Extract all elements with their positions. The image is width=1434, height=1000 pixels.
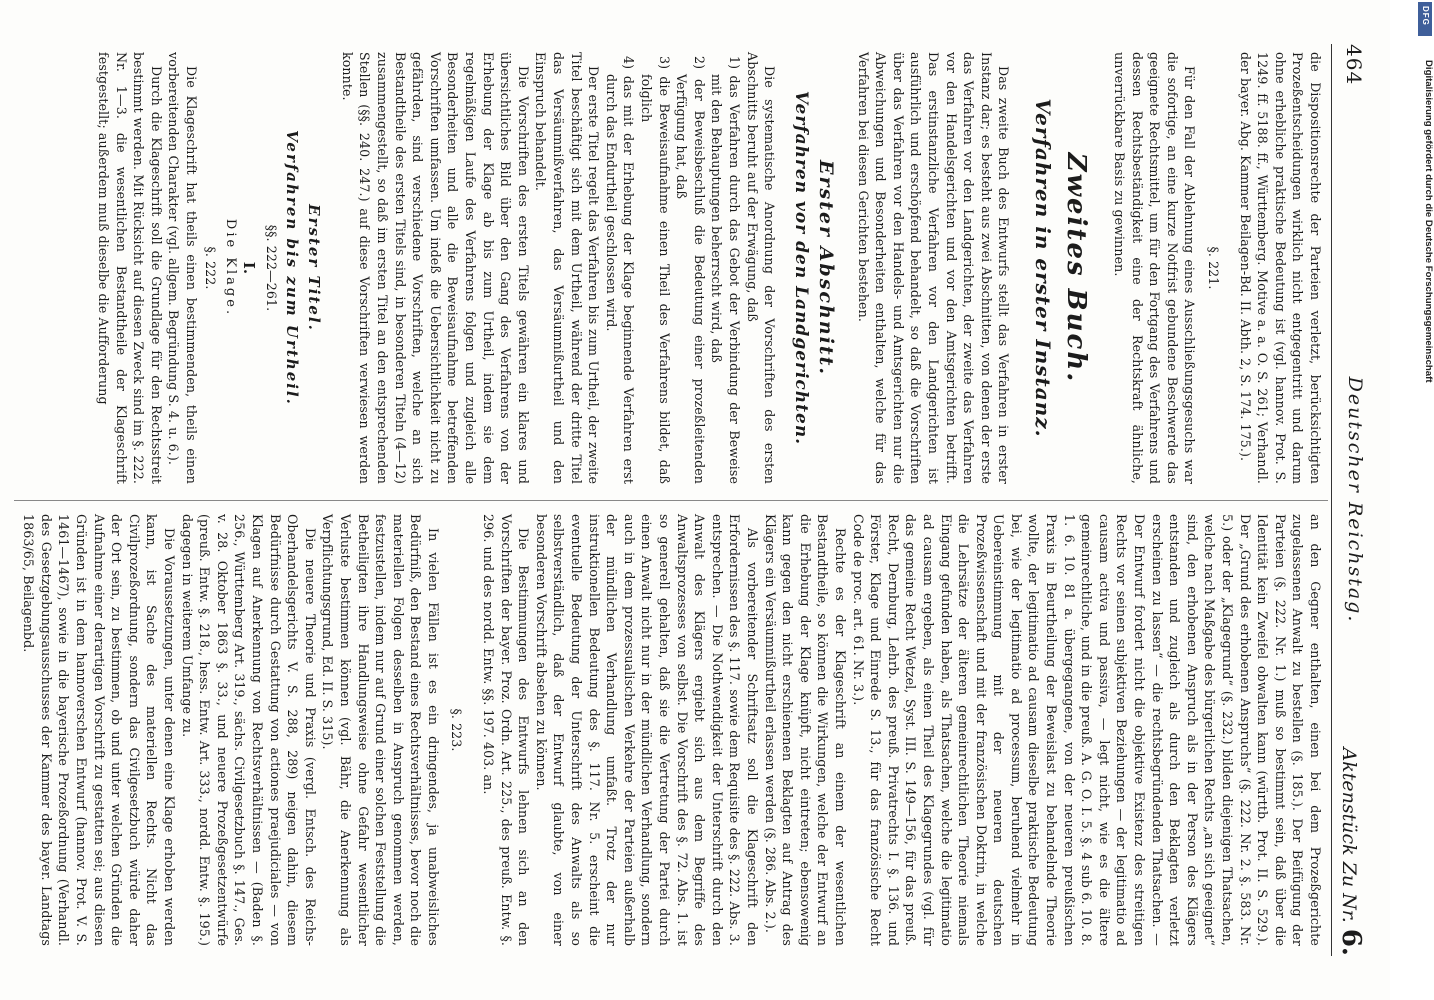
paragraph: Die Vorschriften des ersten Titels gewähren ein klares und übersichtliches Bild über den Gang des Verfahrens von der Erhebung der Klage ab bis zum Urtheil, indem sie dem regelmäßigen Laufe des Verfahrens folgen und zugleich alle Besonderheiten und alle die Beweisaufnahme betreffenden Vorschriften umfassen. Um indeß die Uebersichtlichkeit nicht zu gefährden, sind verschiedene Vorschriften, welche an sich Bestandtheile des ersten Titels sind, in besonderen Titeln (4—12) zusammengestellt, so daß im ersten Titel an den entsprechenden Stellen (§§. 240. 247.) auf diese Vorschriften verwiesen werden konnte.: [339, 52, 531, 484]
paragraph: Die systematische Anordnung der Vorschriften des ersten Abschnitts beruht auf der Erwägung, daß: [744, 52, 778, 484]
list-item: 3) die Beweisaufnahme einen Theil des Verfahrens bildet, daß folglich: [638, 56, 672, 484]
book-subtitle: Verfahren in erster Instanz.: [1031, 98, 1056, 438]
section-subtitle: Verfahren vor den Landgerichten.: [791, 90, 812, 446]
section-title: Erster Abschnitt.: [815, 160, 838, 376]
section-heading-223: §. 223.: [449, 708, 465, 752]
paragraph: an den Gegner enthalten, einen bei dem Prozeßgerichte zugelassenen Anwalt zu bestellen (§. 185.). Der Beifügung der Parteien (§. 222. Nr. 1.) muß so bestimmt sein, daß über die Identität kein Zweifel obwalten kann (württb. Prot. II. S. 529.). Der „Grund des erhobenen Anspruchs“ (§. 222. Nr. 2. §. 583. Nr. 5.) oder der „Klagegrund“ (§. 232.) bilden diejenigen Thatsachen, welche nach Maßgabe des bürgerlichen Rechts „an sich geeignet“ sind, den erhobenen Anspruch als in der Person des Klägers entstanden und zugleich als durch den Beklagten verletzt erscheinen zu lassen“ — die rechtsbegründenden Thatsachen. — Der Entwurf fordert nicht die objektive Existenz des streitigen Rechts vor seinen subjektiven Beziehungen — der legitimatio ad causam activa und passiva, — legt nicht, wie es die ältere gemeinrechtliche, und in die preuß. A. G. O. I. 5. §. 4 sub 6. 10. 8. 1. 6. 10. 81 a. übergegangene, von der neueren preußischen Praxis in Beurtheilung der Beweislast zu behandelnde Theorie wollte, der legitimatio ad causam dieselbe praktische Bedeutung bei, wie der legitimatio ad processum, beruhend vielmehr in Uebereinstimmung mit der neueren deutschen Prozeßwissenschaft und mit der französischen Doktrin, in welche die Lehrsätze der älteren gemeinrechtlichen Theorie niemals Eingang gefunden haben, als Thatsachen, welche die legitimatio ad causam ergeben, als einen Theil des Klagegrundes (vgl. für das gemeine Recht Wetzel, Syst. III. S. 149—156, für das preuß. Recht, Dernburg, Lehrb. des preuß. Privatrechts I. §. 136. und Förster, Klage und Einrede S. 13., für das französische Recht Code de proc. art. 61. Nr. 3.).: [850, 514, 1323, 946]
digitization-credit: [1420, 60, 1434, 940]
left-column: [14, 52, 1324, 484]
running-head: [1332, 44, 1372, 956]
header-rule: [1331, 44, 1332, 956]
paragraph: Der erste Titel regelt das Verfahren bis zum Urtheil, der zweite Titel beschäftigt sich mit dem Urtheil, während der dritte Titel das Versäumnißverfahren, das Versäumnißurtheil und den Einspruch behandelt.: [533, 52, 602, 484]
paragraph: Die Bestimmungen des Entwurfs lehnen sich an den Vorschriften der bayer. Proz. Ordn. Art. 225., des preuß. Entw. §. 296. und des nordd. Entw. §§. 197. 403. an.: [481, 514, 532, 946]
book-title: Zweites Buch.: [1061, 152, 1092, 384]
running-head-reference: [1336, 748, 1366, 956]
reference-number: 6.: [1336, 928, 1366, 956]
list-item: 2) der Beweisbeschluß die Bedeutung einer prozeßleitenden Verfügung hat, daß: [674, 56, 707, 484]
paragraph: Das zweite Buch des Entwurfs stellt das Verfahren in erster Instanz dar; es besteht aus zwei Abschnitten, von denen der erste das Verfahren vor den Landgerichten, der zweite das Verfahren vor den Handelsgerichten und vor den Amtsgerichten betrifft. Das erstinstanzliche Verfahren vor den Landgerichten ist ausführlich und erschöpfend behandelt, so daß die Vorschriften über das Verfahren vor den Handels- und Amtsgerichten nur die Abweichungen und Besonderheiten enthalten, welche für das Verfahren bei diesen Gerichten bestehen.: [855, 52, 1012, 484]
paragraph: In vielen Fällen ist es ein dringendes, ja unabweisliches Bedürfniß, den Bestand eines Rechtsverhältnisses, bevor noch die materiellen Folgen desselben in Anspruch genommen werden, festzustellen, indem nur auf Grund einer solchen Feststellung die Betheiligten ihre Handlungsweise ohne Gefahr wesentlicher Verluste bestimmen können (vgl. Bähr, die Anerkennung als Verpflichtungsgrund, Ed. II. S. 315).: [320, 514, 441, 946]
dfg-logo-text: DFG: [1421, 6, 1430, 26]
reference-prefix: Aktenstück Zu Nr.: [1338, 747, 1360, 923]
list-item: 1) das Verfahren durch das Gebot der Verbindung der Beweise mit den Behauptungen beherrscht wird, daß: [709, 56, 742, 484]
paragraph: Die neuere Theorie und Praxis (vergl. Entsch. des Reichs-Oberhandelsgerichts V. S. 288, 289) neigen dahin, diesem Bedürfnisse durch Gestattung von actiones praejudiciales — von Klagen auf Anerkennung von Rechtsverhältnissen — (Baden §. 256., Württemberg Art. 319., sächs. Civilgesetzbuch §. 147., Ges. v. 28. Oktober 1863 §. 33., und neuere Prozeßgesetzentwürfe (preuß. Entw. §. 218., hess. Entw. Art. 333., nordd. Entw. §. 195.) dagegen in weiterem Umfange zu.: [179, 514, 318, 946]
paragraph: Die Klageschrift hat theils einen bestimmenden, theils einen vorbereitenden Charakter (vgl. allgem. Begründung S. 4. u. 6.).: [166, 52, 199, 484]
section-range: §§. 222—261.: [264, 224, 280, 312]
title-subheading: Verfahren bis zum Urtheil.: [283, 130, 302, 406]
paragraph: Als vorbereitender Schriftsatz soll die Klageschrift den Erfordernissen des §. 117. sowie dem Requisite des §. 222. Abs. 3. entsprechen. — Die Nothwendigkeit der Unterschrift durch den Anwalt des Klägers ergiebt sich aus dem Begriffe des Anwaltsprozesses von selbst. Die Vorschrift des §. 72. Abs. 1. ist so generell gehalten, daß sie die Vertretung der Partei durch einen Anwalt nicht nur in der mündlichen Verhandlung, sondern auch in dem prozessualischen Verkehre der Parteien außerhalb der mündlichen Verhandlung umfaßt. Trotz der nur instruktionellen Bedeutung des §. 117. Nr. 5. erscheint die eventuelle Bedeutung der Unterschrift des Anwalts als so selbstverständlich, daß der Entwurf glaubte, von einer besonderen Vorschrift absehen zu können.: [533, 514, 760, 946]
paragraph: Rechte es der Klageschrift an einem der wesentlichen Bestandtheile, so können die Wirkungen, welche der Entwurf an die Erhebung der Klage knüpft, nicht eintreten; ebensowenig kann gegen den nicht erschienenen Beklagten auf Antrag des Klägers ein Versäumnißurtheil erlassen werden (§. 286. Abs. 2.).: [762, 514, 848, 946]
section-heading-221: §. 221.: [1206, 246, 1222, 290]
paragraph: Durch die Klageschrift soll die Grundlage für den Rechtsstreit bestimmt werden. Mit Rücksicht auf diesen Zweck sind im §. 222. Nr. 1—3. die wesentlichen Bestandtheile der Klageschrift festgestellt; außerdem muß dieselbe die Aufforderung: [95, 52, 164, 484]
page-number: 464: [1342, 44, 1366, 86]
subheading-klage: Die Klage.: [223, 218, 239, 318]
paragraph: Die Voraussetzungen, unter denen eine Klage erhoben werden kann, ist Sache des materiellen Rechts. Nicht das Civilprozeßordnung, sondern das Civilgesetzbuch würde daher der Ort sein, zu bestimmen, ob und unter welchen Gründen die Aufnahme einer derartigen Vorschrift zu gestatten sei; aus diesen Gründen ist in dem hannoverschen Entwurf (hannov. Prot. V. S. 1461—1467), sowie in die bayerische Prozeßordnung (Verhandl. des Gesetzgebungsausschusses der Kammer des bayer. Landtags 1863/65, Beilagenbd.: [21, 514, 177, 946]
section-heading-222: §. 222.: [203, 246, 219, 290]
dfg-logo: [1418, 2, 1432, 36]
digitization-credit-text: Digitalisierung gefördert durch die Deutsche Forschungsgemeinschaft: [1423, 60, 1434, 383]
paragraph: die Dispositionsrechte der Parteien verletzt, berücksichtigten Prozeßentscheidungen wirklich nicht entgegentritt und darum ohne erhebliche praktische Bedeutung ist (vgl. hannov. Prot. S. 1249. ff. 5188. ff., Württemberg. Motive a. a. O. S. 261; Verhandl. der bayer. Abg. Kammer Beilagen-Bd. II. Abth. 2, S. 174. 175.).: [1237, 52, 1323, 484]
right-column: [14, 514, 1324, 946]
list-item: 4) das mit der Erhebung der Klage beginnende Verfahren erst durch das Endurtheil geschlossen wird.: [603, 56, 637, 484]
paragraph: Für den Fall der Ablehnung eines Ausschließungsgesuchs war die sofortige, an eine kurze Notfrist gebundene Beschwerde das geeignete Rechtsmittel, um für den Fortgang des Verfahrens und dessen Rechtsbeständigkeit eine der Rechtskraft ähnliche, unverrückbare Basis zu gewinnen.: [1112, 52, 1198, 484]
column-separator: [14, 500, 1328, 501]
running-head-title: Deutscher Reichstag.: [1344, 376, 1366, 624]
title-heading: Erster Titel.: [305, 204, 324, 332]
roman-numeral: I.: [239, 261, 258, 275]
